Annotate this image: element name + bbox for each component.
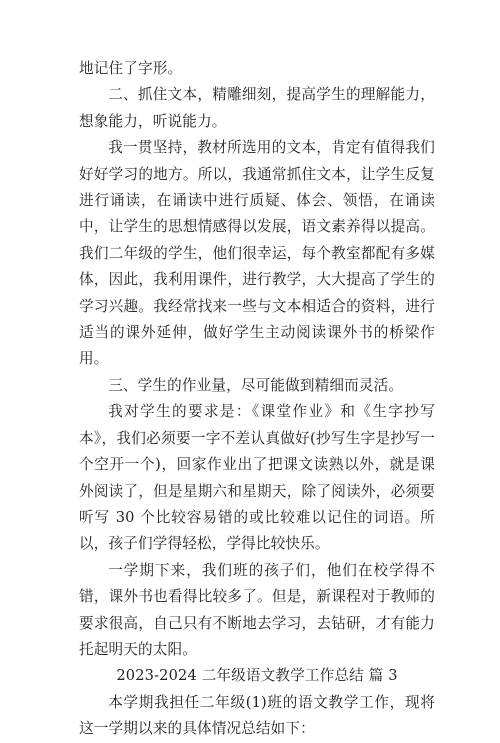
paragraph-semester-summary: 一学期下来，我们班的孩子们，他们在校学得不错，课外书也看得比较多了。但是，新课程对于教师的要求很高，自己只有不断地去学习，去钻研，才有能力托起明天的太阳。 — [79, 561, 435, 658]
paragraph-homework: 我对学生的要求是：《课堂作业》和《生字抄写本》，我们必须要一字不差认真做好(抄写生字是抄写一个空开一个)，回家作业出了把课文读熟以外，就是课外阅读了，但是星期六和星期天，除了阅读外，必须要听写 30 个比较容易错的或比较难以记住的词语。所以，孩子们学得轻松，学得比较快乐。 — [79, 403, 435, 553]
paragraph-continuation: 地记住了字形。 — [79, 60, 183, 77]
section-heading: 2023-2024 二年级语文教学工作总结 篇 3 — [116, 667, 398, 685]
document-page — [79, 56, 435, 743]
paragraph-point-two-heading: 二、抓住文本，精雕细刻，提高学生的理解能力，想象能力，听说能力。 — [79, 86, 435, 130]
paragraph-point-three-heading: 三、学生的作业量，尽可能做到精细而灵活。 — [108, 376, 404, 394]
paragraph-text-study: 我一贯坚持，教材所选用的文本，肯定有值得我们好好学习的地方。所以，我通常抓住文本，让学生反复进行诵读，在诵读中进行质疑、体会、领悟，在诵读中，让学生的思想情感得以发展，语文素养得以提高。我们二年级的学生，他们很幸运，每个教室都配有多媒体，因此，我利用课件，进行教学，大大提高了学生的学习兴趣。我经常找来一些与文本相适合的资料，进行适当的课外延伸，做好学生主动阅读课外书的桥梁作用。 — [79, 139, 435, 368]
paragraph-intro: 本学期我担任二年级(1)班的语文教学工作，现将这一学期以来的具体情况总结如下： — [79, 693, 435, 738]
